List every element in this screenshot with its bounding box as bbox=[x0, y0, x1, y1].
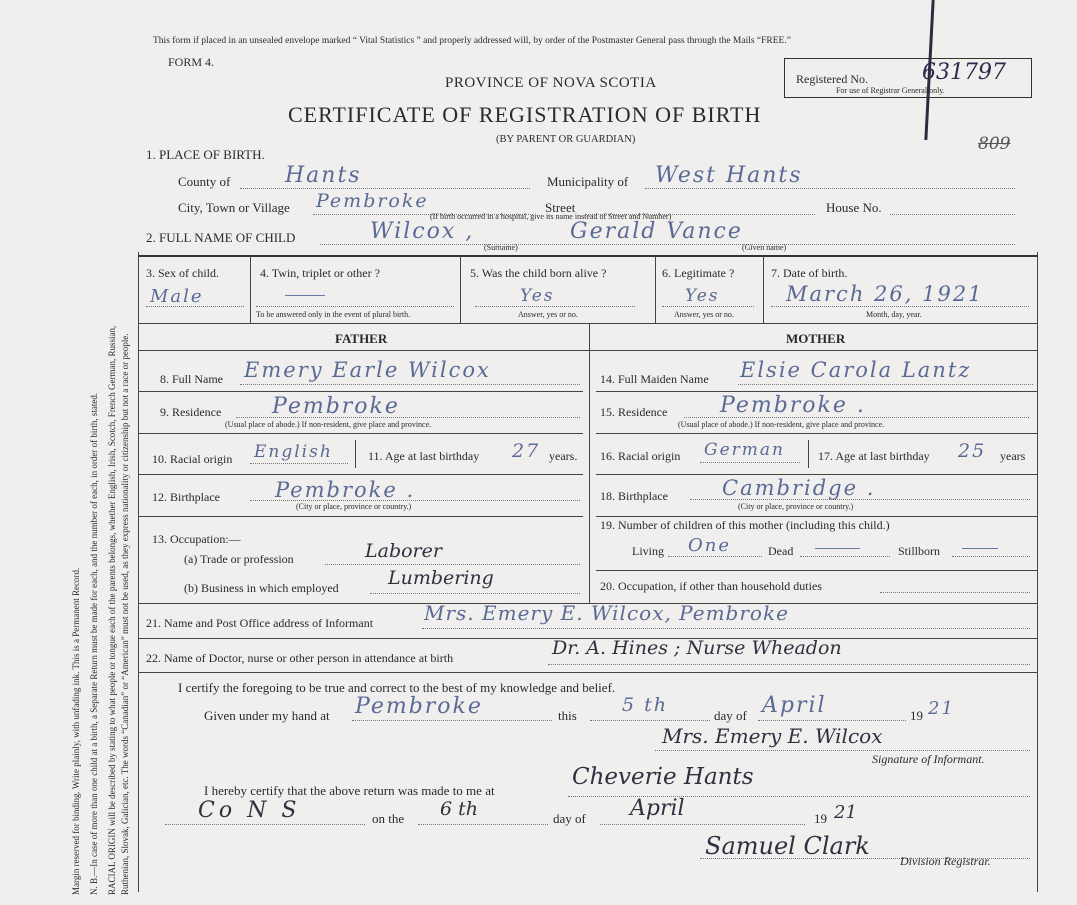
stamp-number: 809 bbox=[978, 134, 1011, 154]
mother-birthplace-label: 18. Birthplace bbox=[600, 489, 668, 503]
registrar-text: I hereby certify that the above return was made to me at bbox=[204, 783, 495, 798]
mother-birthplace-note: (City or place, province or country.) bbox=[738, 502, 854, 511]
alive-label: 5. Was the child born alive ? bbox=[470, 266, 607, 280]
given-year-prefix: 19 bbox=[910, 708, 923, 723]
hospital-note: (If birth occurred in a hospital, give its name instead of Street and Number) bbox=[430, 212, 672, 221]
postal-notice: This form if placed in an unsealed envelope marked “ Vital Statistics ” and properly addressed will, by order of the Postmaster General pass through the Mails “FREE.” bbox=[153, 36, 791, 46]
mother-birthplace: Cambridge . bbox=[722, 476, 876, 500]
child-given-name: Gerald Vance bbox=[570, 219, 743, 244]
municipality-label: Municipality of bbox=[547, 174, 629, 189]
father-birthplace-note: (City or place, province or country.) bbox=[296, 502, 412, 511]
given-day: 5 th bbox=[622, 694, 668, 716]
margin-note-4: Ruthenian, Slovak, Galician, etc. The words “Canadian” or “American” must not be used, as they express nationality or citizenship but not a race or people. bbox=[120, 333, 130, 895]
mother-occupation-label: 20. Occupation, if other than household duties bbox=[600, 579, 822, 593]
given-place: Pembroke bbox=[355, 694, 483, 719]
trade-label: (a) Trade or profession bbox=[184, 552, 294, 566]
registrar-year-prefix: 19 bbox=[814, 811, 827, 826]
father-res: Pembroke bbox=[272, 394, 400, 419]
house-label: House No. bbox=[826, 200, 882, 215]
mother-years: years bbox=[1000, 449, 1026, 463]
rule-after-name bbox=[138, 255, 1038, 257]
doctor-value: Dr. A. Hines ; Nurse Wheadon bbox=[552, 637, 842, 659]
registrar-year: 21 bbox=[834, 802, 857, 823]
dead-label: Dead bbox=[768, 544, 794, 558]
given-label: Given under my hand at bbox=[204, 708, 330, 723]
father-heading: FATHER bbox=[335, 331, 388, 346]
given-note: (Given name) bbox=[742, 243, 787, 252]
registrar-place: Cheverie Hants bbox=[572, 764, 754, 790]
child-surname: Wilcox , bbox=[370, 219, 475, 244]
mother-race: German bbox=[704, 440, 785, 460]
stillborn-label: Stillborn bbox=[898, 544, 941, 558]
given-this-label: this bbox=[558, 708, 577, 723]
page-subtitle: (BY PARENT OR GUARDIAN) bbox=[496, 134, 636, 145]
mother-age: 25 bbox=[958, 440, 987, 462]
business-value: Lumbering bbox=[388, 567, 494, 589]
city-label: City, Town or Village bbox=[178, 200, 290, 215]
mother-age-label: 17. Age at last birthday bbox=[818, 449, 930, 463]
legit-value: Yes bbox=[685, 286, 720, 306]
father-age-label: 11. Age at last birthday bbox=[368, 449, 480, 463]
father-race: English bbox=[254, 442, 333, 462]
dob-value: March 26, 1921 bbox=[786, 282, 984, 306]
informant-label: 21. Name and Post Office address of Informant bbox=[146, 616, 374, 630]
certify-text: I certify the foregoing to be true and correct to the best of my knowledge and belief. bbox=[178, 680, 616, 695]
registered-note: For use of Registrar General only. bbox=[836, 86, 945, 95]
registrar-signature-label: Division Registrar. bbox=[900, 854, 991, 868]
trade-value: Laborer bbox=[365, 540, 442, 562]
legit-label: 6. Legitimate ? bbox=[662, 266, 735, 280]
sex-value: Male bbox=[150, 286, 204, 307]
father-birthplace: Pembroke . bbox=[275, 478, 416, 502]
informant-value: Mrs. Emery E. Wilcox, Pembroke bbox=[424, 601, 789, 625]
page-title: CERTIFICATE OF REGISTRATION OF BIRTH bbox=[288, 102, 762, 127]
place-of-birth-label: 1. PLACE OF BIRTH. bbox=[146, 147, 265, 162]
registered-label: Registered No. bbox=[796, 72, 868, 86]
mother-res: Pembroke . bbox=[720, 393, 866, 418]
father-birthplace-label: 12. Birthplace bbox=[152, 490, 220, 504]
occupation-label: 13. Occupation:— bbox=[152, 532, 241, 546]
registered-number: 631797 bbox=[922, 60, 1006, 85]
legit-note: Answer, yes or no. bbox=[674, 310, 734, 319]
municipality-value: West Hants bbox=[655, 163, 803, 188]
registrar-dayof-label: day of bbox=[553, 811, 586, 826]
registrar-month: April bbox=[630, 796, 685, 821]
father-name-label: 8. Full Name bbox=[160, 372, 223, 386]
county-label: County of bbox=[178, 174, 231, 189]
parents-divider bbox=[589, 323, 590, 603]
given-year: 21 bbox=[928, 698, 955, 719]
father-res-label: 9. Residence bbox=[160, 405, 222, 419]
business-label: (b) Business in which employed bbox=[184, 581, 339, 595]
sex-label: 3. Sex of child. bbox=[146, 266, 219, 280]
alive-value: Yes bbox=[520, 286, 555, 306]
frame-right bbox=[1037, 252, 1038, 892]
province-heading: PROVINCE OF NOVA SCOTIA bbox=[445, 75, 657, 91]
frame-left bbox=[138, 252, 139, 892]
mother-race-label: 16. Racial origin bbox=[600, 449, 681, 463]
father-years: years. bbox=[549, 449, 578, 463]
given-dayof-label: day of bbox=[714, 708, 747, 723]
father-race-label: 10. Racial origin bbox=[152, 452, 233, 466]
street-label: Street bbox=[545, 200, 576, 215]
alive-note: Answer, yes or no. bbox=[518, 310, 578, 319]
margin-note-1: Margin reserved for binding. Write plainly, with unfading ink. This is a Permanent Record. bbox=[71, 567, 81, 895]
twin-label: 4. Twin, triplet or other ? bbox=[260, 266, 380, 280]
county-value: Hants bbox=[285, 163, 362, 188]
living-value: One bbox=[688, 535, 732, 556]
father-age: 27 bbox=[512, 440, 541, 462]
mother-res-label: 15. Residence bbox=[600, 405, 668, 419]
doctor-label: 22. Name of Doctor, nurse or other person in attendance at birth bbox=[146, 651, 454, 665]
dob-label: 7. Date of birth. bbox=[771, 266, 848, 280]
city-value: Pembroke bbox=[316, 190, 429, 212]
living-label: Living bbox=[632, 544, 664, 558]
dob-note: Month, day, year. bbox=[866, 310, 922, 319]
twin-note: To be answered only in the event of plural birth. bbox=[256, 310, 411, 319]
children-count-label: 19. Number of children of this mother (including this child.) bbox=[600, 518, 890, 532]
form-number: FORM 4. bbox=[168, 55, 215, 69]
mother-name: Elsie Carola Lantz bbox=[740, 358, 972, 382]
given-month: April bbox=[762, 693, 827, 718]
mother-name-label: 14. Full Maiden Name bbox=[600, 372, 709, 386]
margin-note-3: RACIAL ORIGIN will be described by stating to what people or tongue each of the parents belongs, whether English, Irish, Scotch, French German, Russian, bbox=[107, 325, 117, 895]
registrar-place2: Co N S bbox=[198, 798, 301, 823]
mother-res-note: (Usual place of abode.) If non-resident, give place and province. bbox=[678, 420, 885, 429]
registrar-signature: Samuel Clark bbox=[705, 832, 870, 860]
rule-row3 bbox=[138, 323, 1038, 324]
father-name: Emery Earle Wilcox bbox=[244, 358, 491, 382]
registrar-on-label: on the bbox=[372, 811, 405, 826]
mother-heading: MOTHER bbox=[786, 331, 846, 346]
registrar-day: 6 th bbox=[440, 798, 478, 820]
child-name-label: 2. FULL NAME OF CHILD bbox=[146, 230, 296, 245]
informant-signature-label: Signature of Informant. bbox=[872, 752, 985, 766]
margin-note-2: N. B.—In case of more than one child at a birth, a Separate Return must be made for each, and the number of each, in order of birth, stated. bbox=[89, 392, 99, 895]
father-res-note: (Usual place of abode.) If non-resident, give place and province. bbox=[225, 420, 432, 429]
surname-note: (Surname) bbox=[484, 243, 518, 252]
informant-signature: Mrs. Emery E. Wilcox bbox=[662, 724, 883, 748]
